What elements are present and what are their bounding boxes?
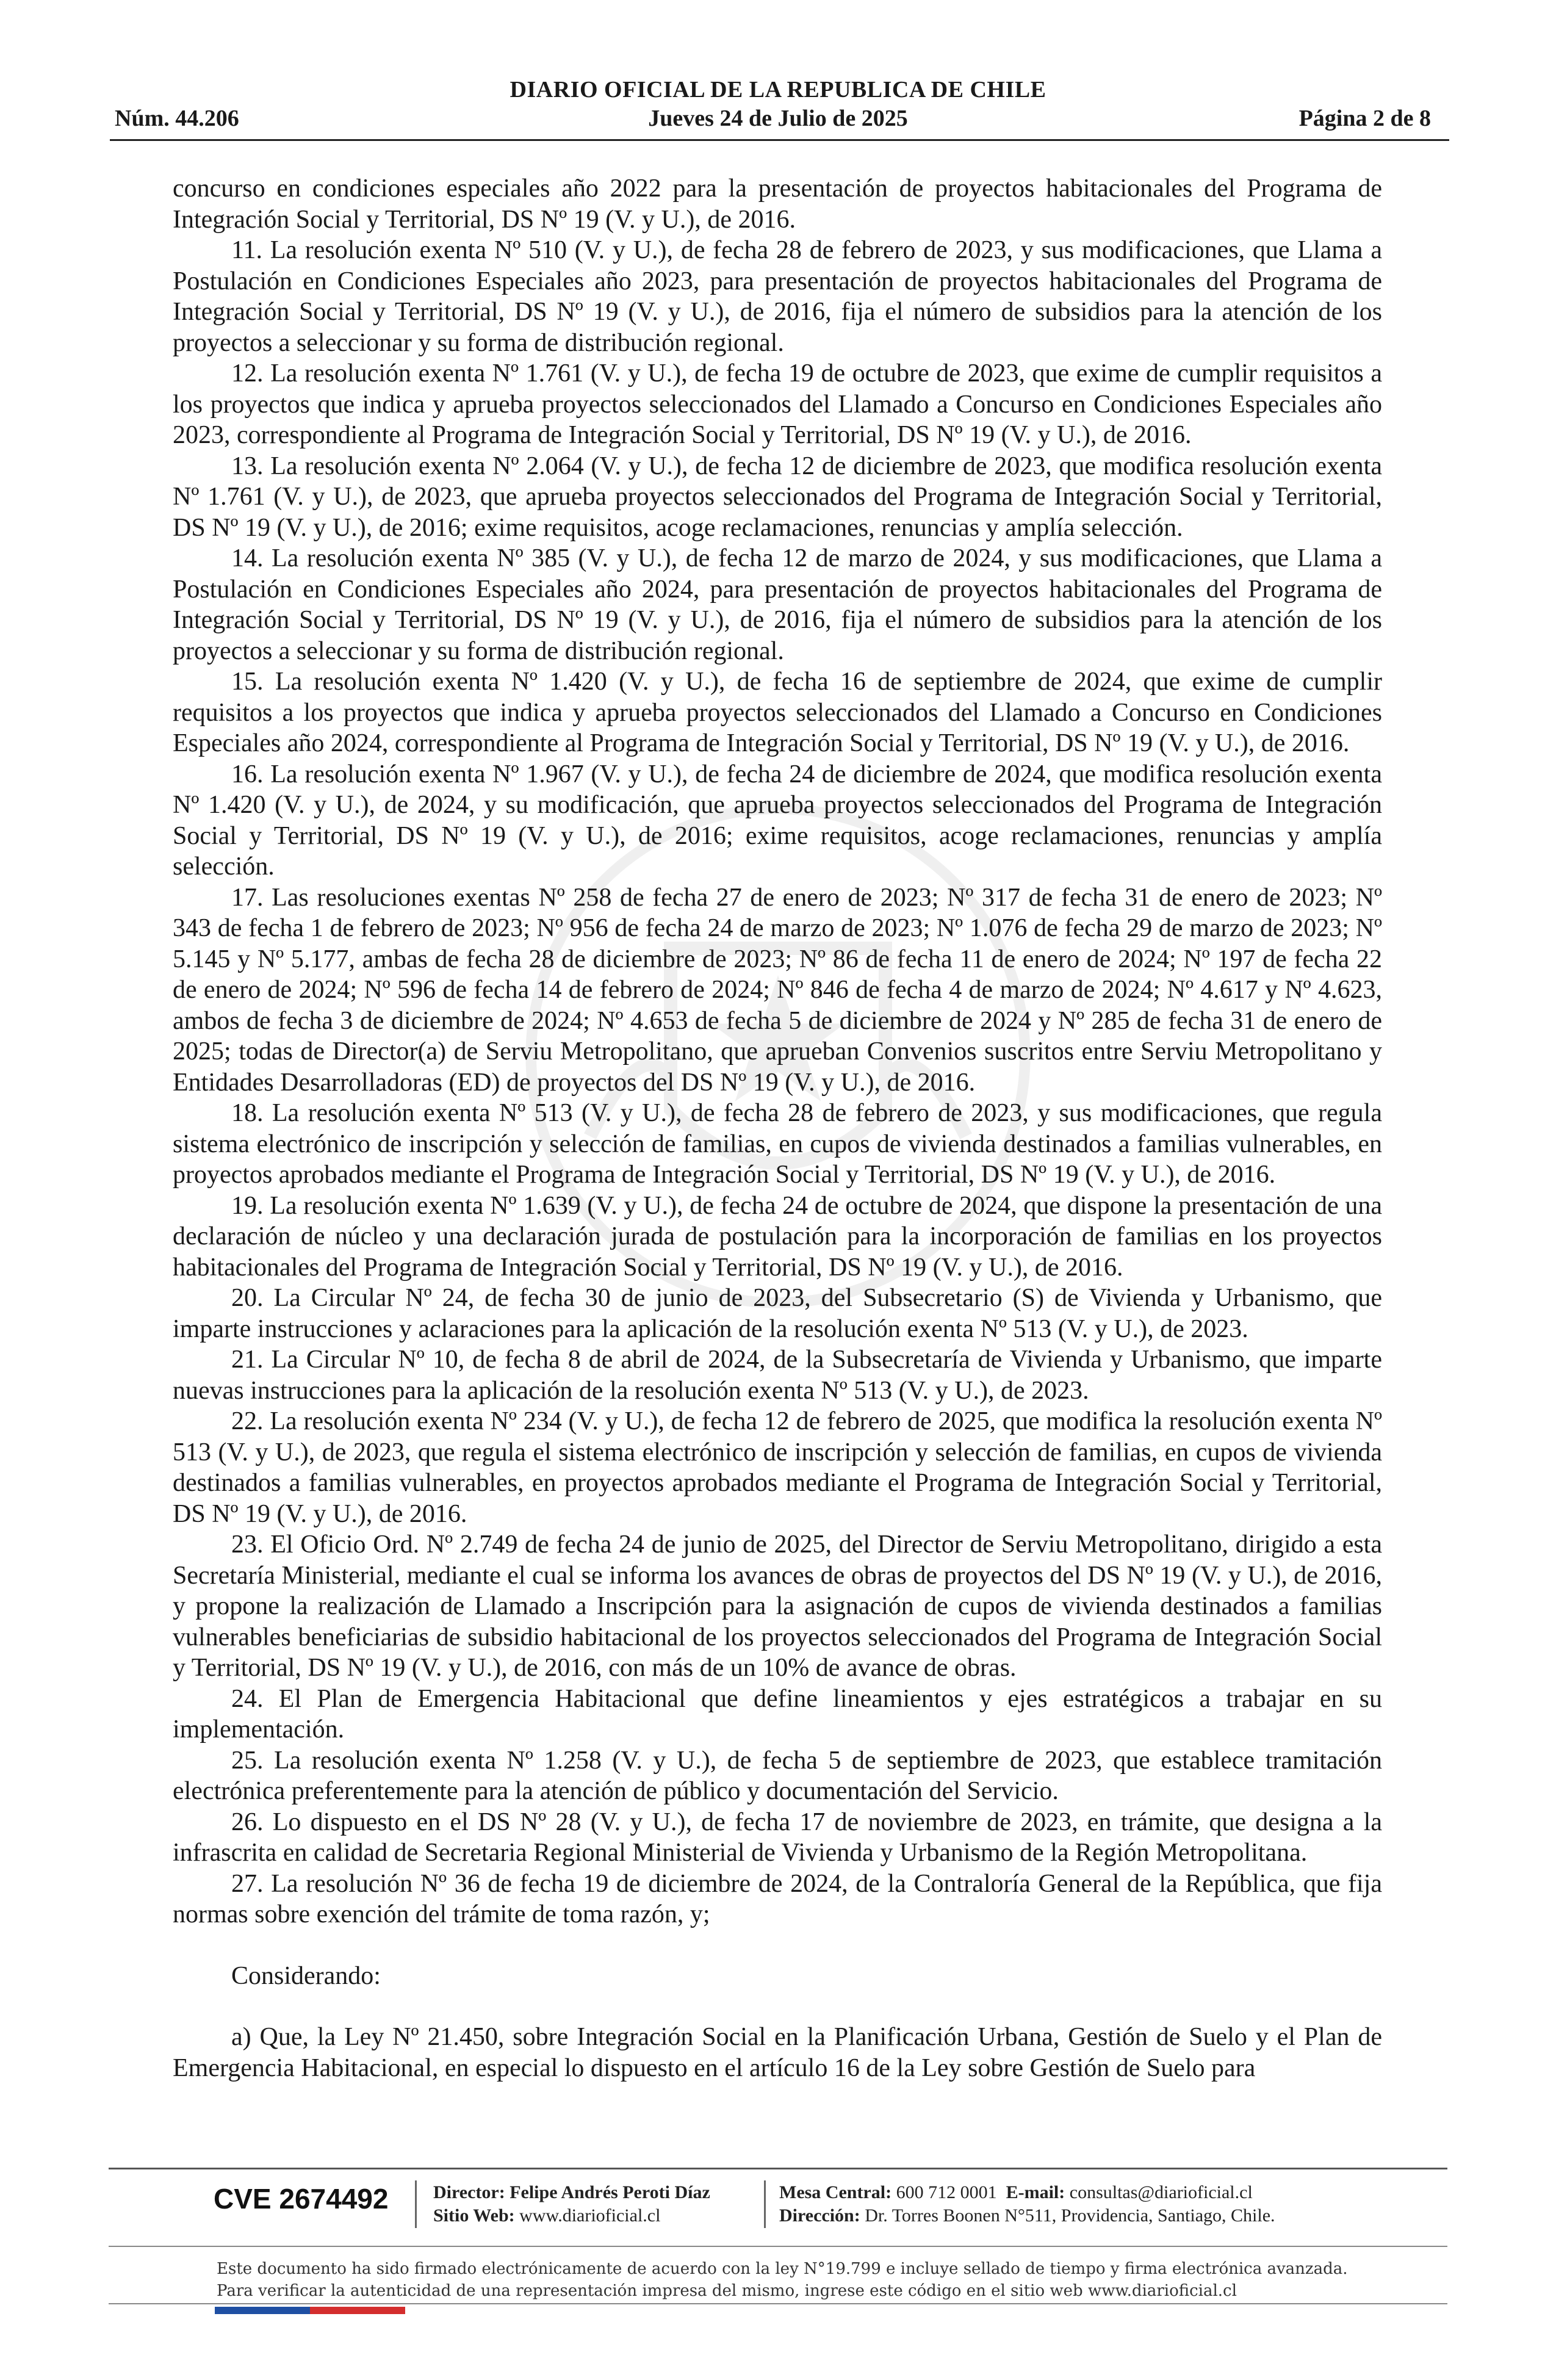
footer-director-block bbox=[433, 2181, 710, 2227]
paragraph-item-26: 26. Lo dispuesto en el DS Nº 28 (V. y U.), de fecha 17 de noviembre de 2023, en trámite, que designa a la infrascrita en calidad de Secretaria Regional Ministerial de Vivienda y Urbanismo de la Región Metropolitana. bbox=[173, 1808, 1382, 1867]
issue-date: Jueves 24 de Julio de 2025 bbox=[648, 106, 908, 131]
paragraph-item-25: 25. La resolución exenta Nº 1.258 (V. y U.), de fecha 5 de septiembre de 2023, que establece tramitación electrónica preferentemente para la atención de público y documentación del Servicio. bbox=[173, 1746, 1382, 1805]
website-link[interactable]: www.diarioficial.cl bbox=[519, 2205, 661, 2226]
director-name: Felipe Andrés Peroti Díaz bbox=[510, 2182, 710, 2202]
paragraph-item-22: 22. La resolución exenta Nº 234 (V. y U.), de fecha 12 de febrero de 2025, que modifica la resolución exenta Nº 513 (V. y U.), de 2023, que regula el sistema electrónico de inscripción y selección de familias, en cupos de vivienda destinados a familias vulnerables, en proyectos aprobados mediante el Programa de Integración Social y Territorial, DS Nº 19 (V. y U.), de 2016. bbox=[173, 1407, 1382, 1528]
mesa-central-number: 600 712 0001 bbox=[896, 2182, 997, 2202]
paragraph-item-14: 14. La resolución exenta Nº 385 (V. y U.), de fecha 12 de marzo de 2024, y sus modificaciones, que Llama a Postulación en Condiciones Especiales año 2024, para presentación de proyectos habitacionales del Programa de Integración Social y Territorial, DS Nº 19 (V. y U.), de 2016, fija el número de subsidios para la atención de los proyectos a seleccionar y su forma de distribución regional. bbox=[173, 544, 1382, 665]
director-label: Director: bbox=[433, 2182, 505, 2202]
document-body bbox=[173, 173, 1382, 2083]
footer-top-divider bbox=[109, 2168, 1447, 2169]
paragraph-a: a) Que, la Ley Nº 21.450, sobre Integración Social en la Planificación Urbana, Gestión de Suelo y el Plan de Emergencia Habitacional, en especial lo dispuesto en el artículo 16 de la Ley sobre Gestión de Suelo para bbox=[173, 2023, 1382, 2082]
email-label: E-mail: bbox=[1006, 2182, 1065, 2202]
paragraph-item-24: 24. El Plan de Emergencia Habitacional que define lineamientos y ejes estratégicos a trabajar en su implementación. bbox=[173, 1684, 1382, 1744]
address-value: Dr. Torres Boonen N°511, Providencia, Santiago, Chile. bbox=[865, 2205, 1275, 2226]
footer-bottom-divider bbox=[109, 2303, 1447, 2304]
paragraph-item-21: 21. La Circular Nº 10, de fecha 8 de abril de 2024, de la Subsecretaría de Vivienda y Urbanismo, que imparte nuevas instrucciones para la aplicación de la resolución exenta Nº 513 (V. y U.), de 2023. bbox=[173, 1346, 1382, 1405]
paragraph-item-12: 12. La resolución exenta Nº 1.761 (V. y U.), de fecha 19 de octubre de 2023, que exime de cumplir requisitos a los proyectos que indica y aprueba proyectos seleccionados del Llamado a Concurso en Condiciones Especiales año 2023, correspondiente al Programa de Integración Social y Territorial, DS Nº 19 (V. y U.), de 2016. bbox=[173, 359, 1382, 449]
paragraph-item-18: 18. La resolución exenta Nº 513 (V. y U.), de fecha 28 de febrero de 2023, y sus modificaciones, que regula sistema electrónico de inscripción y selección de familias, en cupos de vivienda destinados a familias vulnerables, en proyectos aprobados mediante el Programa de Integración Social y Territorial, DS Nº 19 (V. y U.), de 2016. bbox=[173, 1099, 1382, 1189]
website-label: Sitio Web: bbox=[433, 2205, 515, 2226]
paragraph-item-16: 16. La resolución exenta Nº 1.967 (V. y U.), de fecha 24 de diciembre de 2024, que modifica resolución exenta Nº 1.420 (V. y U.), de 2024, y su modificación, que aprueba proyectos seleccionados del Programa de Integración Social y Territorial, DS Nº 19 (V. y U.), de 2016; exime requisitos, acoge reclamaciones, renuncias y amplía selección. bbox=[173, 760, 1382, 881]
email-link[interactable]: consultas@diarioficial.cl bbox=[1069, 2182, 1253, 2202]
paragraph-item-19: 19. La resolución exenta Nº 1.639 (V. y U.), de fecha 24 de octubre de 2024, que dispone la presentación de una declaración de núcleo y una declaración jurada de postulación para la incorporación de familias en los proyectos habitacionales del Programa de Integración Social y Territorial, DS Nº 19 (V. y U.), de 2016. bbox=[173, 1191, 1382, 1282]
flag-segment bbox=[310, 2307, 358, 2314]
flag-segment bbox=[215, 2307, 262, 2314]
flag-stripe bbox=[215, 2307, 405, 2314]
footer-separator bbox=[415, 2180, 417, 2228]
page-indicator: Página 2 de 8 bbox=[1298, 106, 1431, 131]
cve-code: CVE 2674492 bbox=[214, 2183, 389, 2215]
mesa-central-label: Mesa Central: bbox=[779, 2182, 892, 2202]
flag-segment bbox=[358, 2307, 405, 2314]
paragraph-item-15: 15. La resolución exenta Nº 1.420 (V. y U.), de fecha 16 de septiembre de 2024, que exime de cumplir requisitos a los proyectos que indica y aprueba proyectos seleccionados del Llamado a Concurso en Condiciones Especiales año 2024, correspondiente al Programa de Integración Social y Territorial, DS Nº 19 (V. y U.), de 2016. bbox=[173, 668, 1382, 757]
signature-notice: Este documento ha sido firmado electrónicamente de acuerdo con la ley N°19.799 e incluye sellado de tiempo y firma electrónica avanzada. Para verificar la autenticidad de una representación impresa del mismo, ingrese este código en el sitio web www.diarioficial.cl bbox=[217, 2260, 1348, 2300]
newspaper-title: DIARIO OFICIAL DE LA REPUBLICA DE CHILE bbox=[510, 77, 1046, 103]
header-divider bbox=[110, 139, 1449, 141]
paragraph-item-20: 20. La Circular Nº 24, de fecha 30 de junio de 2023, del Subsecretario (S) de Vivienda y Urbanismo, que imparte instrucciones y aclaraciones para la aplicación de la resolución exenta Nº 513 (V. y U.), de 2023. bbox=[173, 1284, 1382, 1343]
footer-middle-divider bbox=[109, 2246, 1447, 2247]
flag-segment bbox=[262, 2307, 310, 2314]
paragraph-continuation: concurso en condiciones especiales año 2022 para la presentación de proyectos habitacionales del Programa de Integración Social y Territorial, DS Nº 19 (V. y U.), de 2016. bbox=[173, 175, 1382, 234]
considerando-heading: Considerando: bbox=[231, 1961, 381, 1990]
paragraph-item-27: 27. La resolución Nº 36 de fecha 19 de diciembre de 2024, de la Contraloría General de la República, que fija normas sobre exención del trámite de toma razón, y; bbox=[173, 1869, 1382, 1928]
issue-number: Núm. 44.206 bbox=[115, 106, 239, 131]
address-label: Dirección: bbox=[779, 2205, 860, 2226]
paragraph-item-23: 23. El Oficio Ord. Nº 2.749 de fecha 24 de junio de 2025, del Director de Serviu Metropolitano, dirigido a esta Secretaría Ministerial, mediante el cual se informa los avances de obras de proyectos del DS Nº 19 (V. y U.), de 2016, y propone la realización de Llamado a Inscripción para la asignación de cupos de vivienda destinados a familias vulnerables beneficiarias de subsidio habitacional de los proyectos seleccionados del Programa de Integración Social y Territorial, DS Nº 19 (V. y U.), de 2016, con más de un 10% de avance de obras. bbox=[173, 1531, 1382, 1682]
paragraph-item-17: 17. Las resoluciones exentas Nº 258 de fecha 27 de enero de 2023; Nº 317 de fecha 31 de enero de 2023; Nº 343 de fecha 1 de febrero de 2023; Nº 956 de fecha 24 de marzo de 2023; Nº 1.076 de fecha 29 de marzo de 2023; Nº 5.145 y Nº 5.177, ambas de fecha 28 de diciembre de 2023; Nº 86 de fecha 11 de enero de 2024; Nº 197 de fecha 22 de enero de 2024; Nº 596 de fecha 14 de febrero de 2024; Nº 846 de fecha 4 de marzo de 2024; Nº 4.617 y Nº 4.623, ambos de fecha 3 de diciembre de 2024; Nº 4.653 de fecha 5 de diciembre de 2024 y Nº 285 de fecha 31 de enero de 2025; todas de Director(a) de Serviu Metropolitano, que aprueban Convenios suscritos entre Serviu Metropolitano y Entidades Desarrolladoras (ED) de proyectos del DS Nº 19 (V. y U.), de 2016. bbox=[173, 883, 1382, 1097]
footer-contact-block bbox=[779, 2181, 1275, 2227]
paragraph-item-13: 13. La resolución exenta Nº 2.064 (V. y U.), de fecha 12 de diciembre de 2023, que modifica resolución exenta Nº 1.761 (V. y U.), de 2023, que aprueba proyectos seleccionados del Programa de Integración Social y Territorial, DS Nº 19 (V. y U.), de 2016; exime requisitos, acoge reclamaciones, renuncias y amplía selección. bbox=[173, 452, 1382, 542]
footer-separator bbox=[764, 2180, 766, 2228]
paragraph-item-11: 11. La resolución exenta Nº 510 (V. y U.), de fecha 28 de febrero de 2023, y sus modificaciones, que Llama a Postulación en Condiciones Especiales año 2023, para presentación de proyectos habitacionales del Programa de Integración Social y Territorial, DS Nº 19 (V. y U.), de 2016, fija el número de subsidios para la atención de los proyectos a seleccionar y su forma de distribución regional. bbox=[173, 236, 1382, 357]
